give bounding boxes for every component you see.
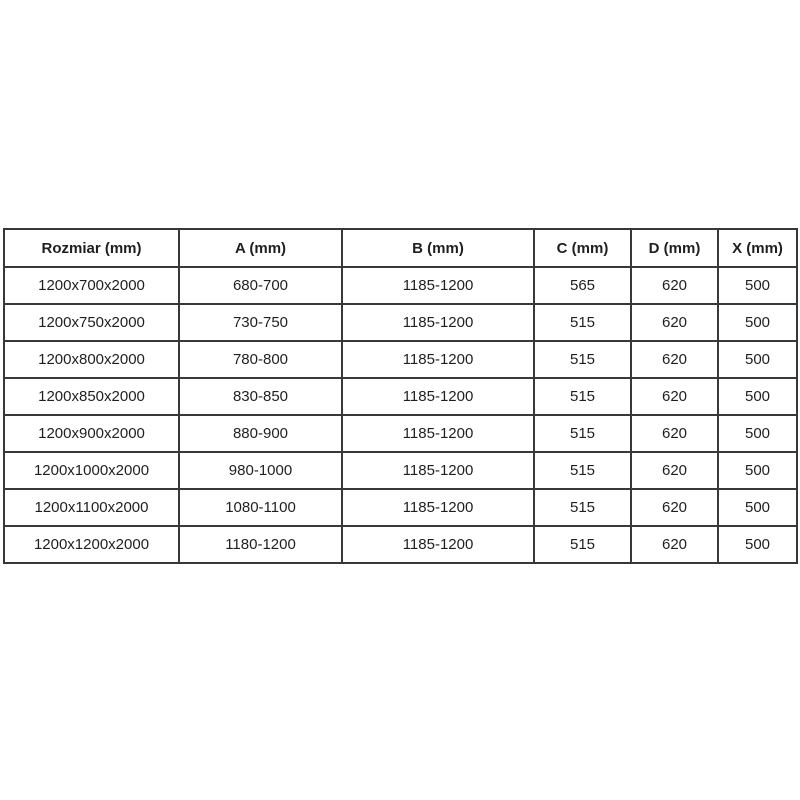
cell-c: 565 bbox=[534, 267, 631, 304]
cell-c: 515 bbox=[534, 452, 631, 489]
cell-c: 515 bbox=[534, 378, 631, 415]
cell-a: 1180-1200 bbox=[179, 526, 342, 563]
header-row bbox=[4, 229, 797, 267]
table-row bbox=[4, 415, 797, 452]
header-x: X (mm) bbox=[718, 229, 797, 267]
cell-d: 620 bbox=[631, 378, 718, 415]
cell-c: 515 bbox=[534, 415, 631, 452]
cell-a: 980-1000 bbox=[179, 452, 342, 489]
table-row bbox=[4, 304, 797, 341]
header-a: A (mm) bbox=[179, 229, 342, 267]
cell-b: 1185-1200 bbox=[342, 452, 534, 489]
header-d: D (mm) bbox=[631, 229, 718, 267]
cell-x: 500 bbox=[718, 452, 797, 489]
cell-x: 500 bbox=[718, 304, 797, 341]
table-row bbox=[4, 378, 797, 415]
cell-rozmiar: 1200x800x2000 bbox=[4, 341, 179, 378]
cell-rozmiar: 1200x1200x2000 bbox=[4, 526, 179, 563]
cell-c: 515 bbox=[534, 341, 631, 378]
cell-a: 730-750 bbox=[179, 304, 342, 341]
cell-b: 1185-1200 bbox=[342, 489, 534, 526]
cell-rozmiar: 1200x700x2000 bbox=[4, 267, 179, 304]
cell-x: 500 bbox=[718, 378, 797, 415]
header-b: B (mm) bbox=[342, 229, 534, 267]
header-rozmiar: Rozmiar (mm) bbox=[4, 229, 179, 267]
table-row bbox=[4, 341, 797, 378]
cell-d: 620 bbox=[631, 341, 718, 378]
cell-c: 515 bbox=[534, 304, 631, 341]
cell-d: 620 bbox=[631, 415, 718, 452]
cell-rozmiar: 1200x1100x2000 bbox=[4, 489, 179, 526]
dimensions-table bbox=[3, 228, 798, 564]
cell-b: 1185-1200 bbox=[342, 526, 534, 563]
table-row bbox=[4, 489, 797, 526]
cell-d: 620 bbox=[631, 526, 718, 563]
cell-a: 1080-1100 bbox=[179, 489, 342, 526]
table-row bbox=[4, 526, 797, 563]
cell-rozmiar: 1200x750x2000 bbox=[4, 304, 179, 341]
cell-a: 830-850 bbox=[179, 378, 342, 415]
cell-a: 780-800 bbox=[179, 341, 342, 378]
cell-x: 500 bbox=[718, 415, 797, 452]
cell-d: 620 bbox=[631, 452, 718, 489]
cell-b: 1185-1200 bbox=[342, 341, 534, 378]
cell-b: 1185-1200 bbox=[342, 267, 534, 304]
cell-b: 1185-1200 bbox=[342, 304, 534, 341]
cell-rozmiar: 1200x1000x2000 bbox=[4, 452, 179, 489]
cell-d: 620 bbox=[631, 267, 718, 304]
cell-x: 500 bbox=[718, 341, 797, 378]
cell-b: 1185-1200 bbox=[342, 378, 534, 415]
dimensions-table-container bbox=[3, 228, 796, 564]
cell-a: 880-900 bbox=[179, 415, 342, 452]
cell-d: 620 bbox=[631, 489, 718, 526]
cell-c: 515 bbox=[534, 489, 631, 526]
table-row bbox=[4, 267, 797, 304]
table-row bbox=[4, 452, 797, 489]
cell-d: 620 bbox=[631, 304, 718, 341]
cell-a: 680-700 bbox=[179, 267, 342, 304]
cell-x: 500 bbox=[718, 267, 797, 304]
cell-x: 500 bbox=[718, 489, 797, 526]
cell-x: 500 bbox=[718, 526, 797, 563]
cell-rozmiar: 1200x850x2000 bbox=[4, 378, 179, 415]
cell-b: 1185-1200 bbox=[342, 415, 534, 452]
header-c: C (mm) bbox=[534, 229, 631, 267]
cell-rozmiar: 1200x900x2000 bbox=[4, 415, 179, 452]
cell-c: 515 bbox=[534, 526, 631, 563]
